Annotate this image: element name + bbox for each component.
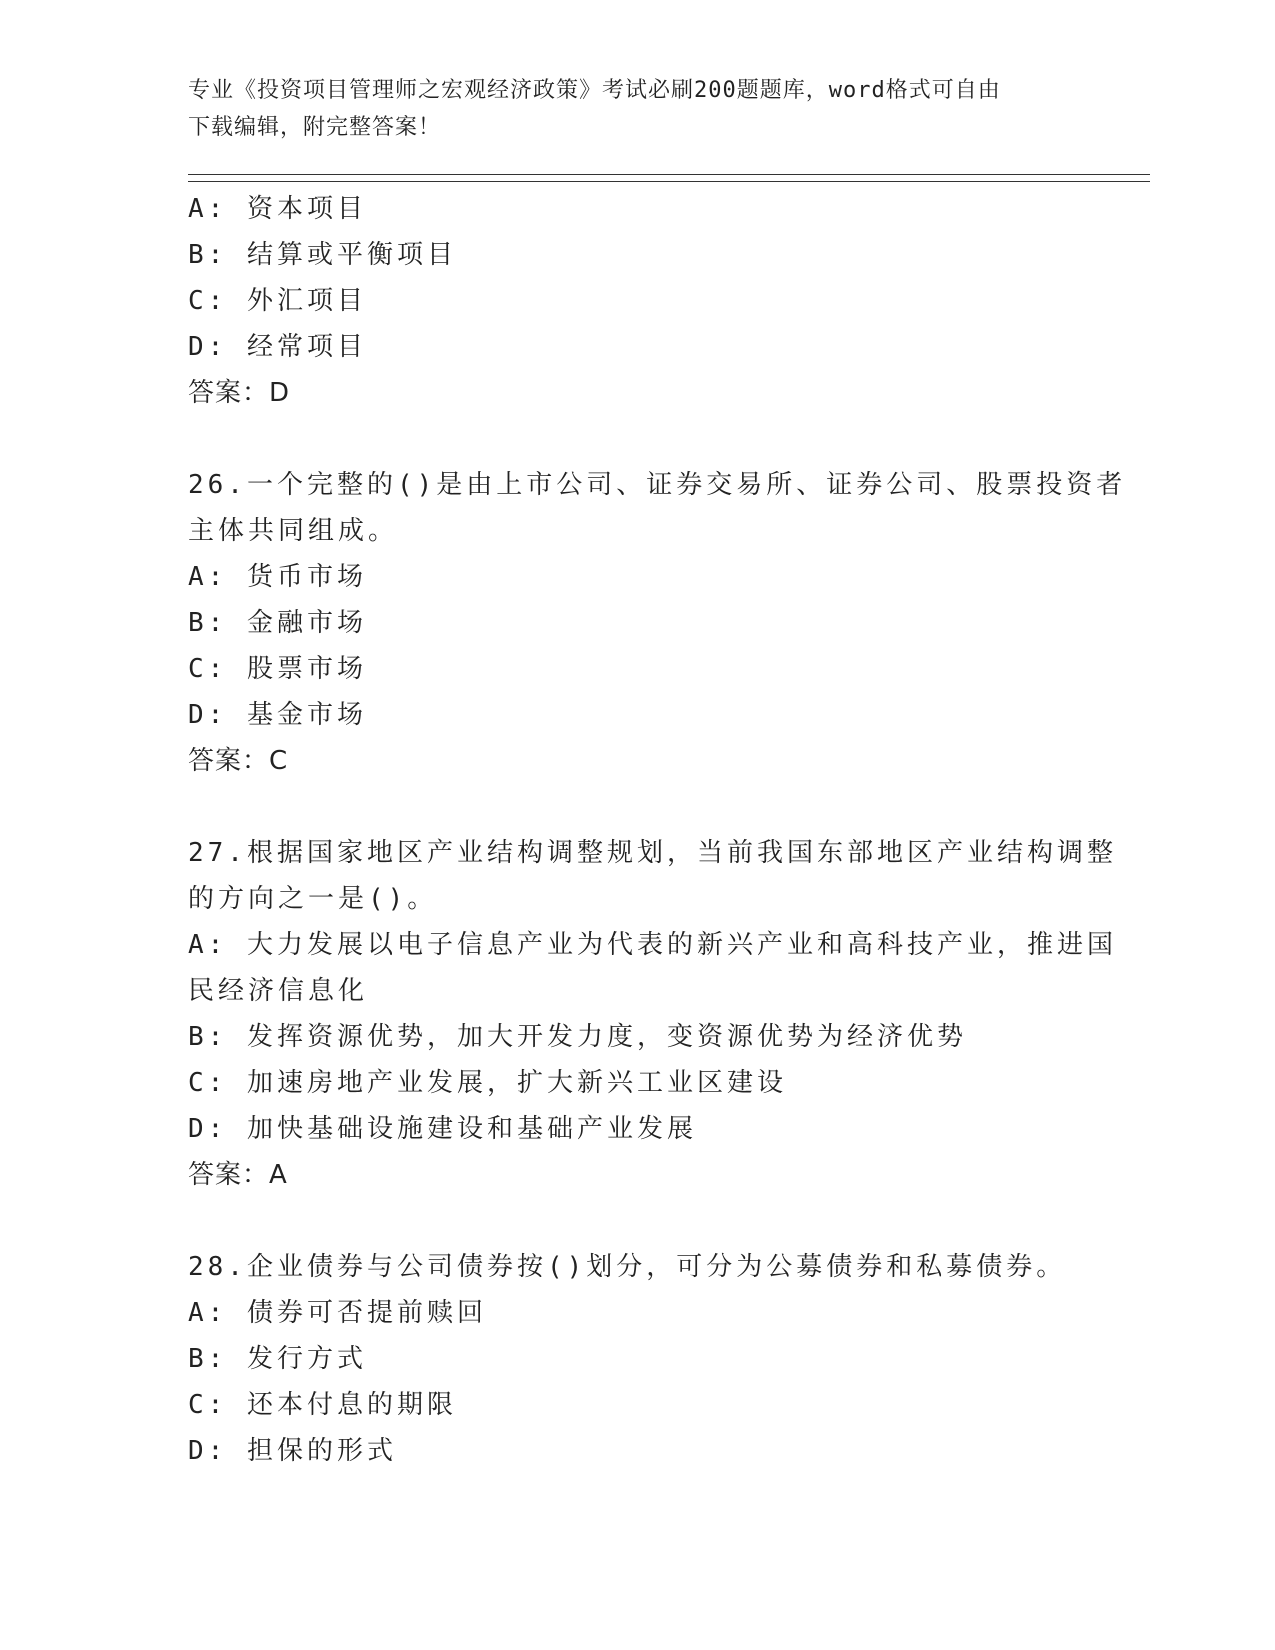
- option-c: C: 还本付息的期限: [188, 1390, 457, 1420]
- question-stem-cont: 主体共同组成。: [188, 516, 399, 546]
- option-a: A: 资本项目: [188, 194, 367, 224]
- question-25: [188, 186, 1088, 416]
- option-c: C: 加速房地产业发展，扩大新兴工业区建设: [188, 1068, 787, 1098]
- question-stem: 26.一个完整的()是由上市公司、证券交易所、证券公司、股票投资者: [188, 470, 1127, 500]
- option-a-cont: 民经济信息化: [188, 976, 369, 1006]
- answer: 答案：D: [188, 378, 291, 408]
- option-b: B: 发行方式: [188, 1344, 367, 1374]
- option-a: A: 大力发展以电子信息产业为代表的新兴产业和高科技产业，推进国: [188, 930, 1117, 960]
- answer: 答案：A: [188, 1160, 288, 1190]
- option-c: C: 外汇项目: [188, 286, 367, 316]
- question-28: [188, 1244, 1088, 1474]
- header-divider-bottom: [188, 181, 1150, 182]
- header-line-1: 专业《投资项目管理师之宏观经济政策》考试必刷200题题库，word格式可自由: [188, 78, 1001, 103]
- header-line-2: 下载编辑，附完整答案！: [188, 115, 442, 140]
- option-d: D: 基金市场: [188, 700, 367, 730]
- question-stem: 28.企业债券与公司债券按()划分，可分为公募债券和私募债券。: [188, 1252, 1067, 1282]
- option-b: B: 发挥资源优势，加大开发力度，变资源优势为经济优势: [188, 1022, 967, 1052]
- question-stem: 27.根据国家地区产业结构调整规划，当前我国东部地区产业结构调整: [188, 838, 1117, 868]
- question-stem-cont: 的方向之一是()。: [188, 884, 438, 914]
- option-d: D: 加快基础设施建设和基础产业发展: [188, 1114, 697, 1144]
- option-d: D: 经常项目: [188, 332, 367, 362]
- question-26: [188, 462, 1127, 784]
- option-c: C: 股票市场: [188, 654, 367, 684]
- document-header: [188, 72, 1078, 146]
- spacer: [188, 784, 1088, 830]
- question-27: [188, 830, 1117, 1198]
- question-list: [188, 186, 1127, 1474]
- answer: 答案：C: [188, 746, 289, 776]
- spacer: [188, 416, 1088, 462]
- option-a: A: 债券可否提前赎回: [188, 1298, 487, 1328]
- option-b: B: 结算或平衡项目: [188, 240, 457, 270]
- option-a: A: 货币市场: [188, 562, 367, 592]
- option-b: B: 金融市场: [188, 608, 367, 638]
- option-d: D: 担保的形式: [188, 1436, 397, 1466]
- spacer: [188, 1198, 1088, 1244]
- header-divider-top: [188, 174, 1150, 175]
